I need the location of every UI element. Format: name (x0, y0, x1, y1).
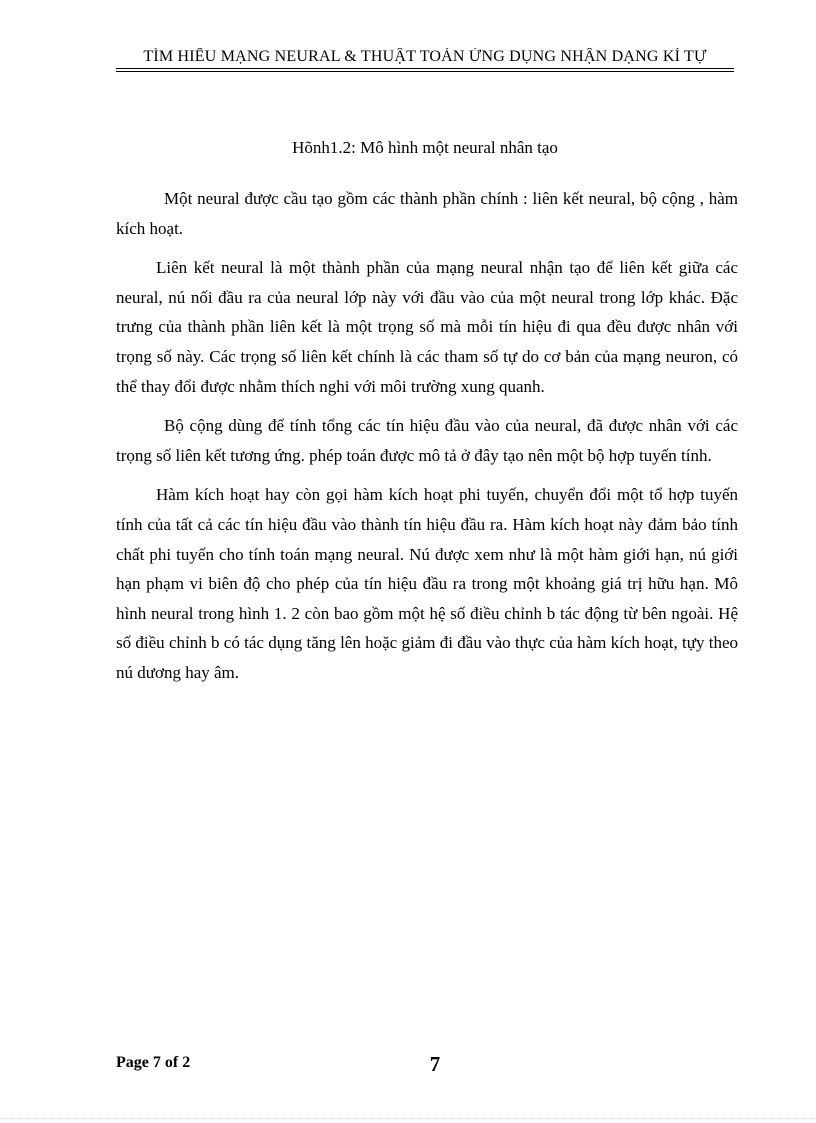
paragraph: Liên kết neural là một thành phần của mạng neural nhận tạo để liên kết giữa các neural, nú nối đầu ra của neural lớp này với đầu vào của một neural trong lớp khác. Đặc trưng của thành phần liên kết là một trọng số mà mỗi tín hiệu đi qua đều được nhân với trọng số này. Các trọng số liên kết chính là các tham số tự do cơ bản của mạng neuron, có thể thay đổi được nhằm thích nghi với môi trường xung quanh. (116, 258, 738, 396)
footer-page-number: 7 (429, 1052, 441, 1076)
page-bottom-divider (0, 1118, 816, 1119)
figure-caption: Hõnh1.2: Mô hình một neural nhân tạo (292, 138, 558, 157)
document-body (116, 184, 738, 698)
header-rule-top (116, 68, 734, 69)
paragraph: Bộ cộng dùng để tính tổng các tín hiệu đầu vào của neural, đã được nhân với các trọng số liên kết tương ứng. phép toán được mô tả ở đây tạo nên một bộ hợp tuyến tính. (116, 416, 738, 465)
paragraph: Hàm kích hoạt hay còn gọi hàm kích hoạt phi tuyến, chuyển đổi một tổ hợp tuyến tính của tất cả các tín hiệu đầu vào thành tín hiệu đầu ra. Hàm kích hoạt này đảm bảo tính chất phi tuyến cho tính toán mạng neural. Nú được xem như là một hàm giới hạn, nú giới hạn phạm vi biên độ cho phép của tín hiệu đầu ra trong một khoảng giá trị hữu hạn. Mô hình neural trong hình 1. 2 còn bao gồm một hệ số điều chỉnh b tác động từ bên ngoài. Hệ số điều chỉnh b có tác dụng tăng lên hoặc giảm đi đầu vào thực của hàm kích hoạt, tựy theo nú dương hay âm. (116, 485, 738, 682)
page-header-title: TÌM HIỂU MẠNG NEURAL & THUẬT TOÁN ỨNG DỤNG NHẬN DẠNG KÍ TỰ (143, 48, 707, 65)
footer-page-label: Page 7 of 2 (116, 1054, 191, 1071)
header-rule-bottom (116, 71, 734, 72)
paragraph: Một neural được cầu tạo gồm các thành phần chính : liên kết neural, bộ cộng , hàm kích hoạt. (116, 189, 738, 238)
